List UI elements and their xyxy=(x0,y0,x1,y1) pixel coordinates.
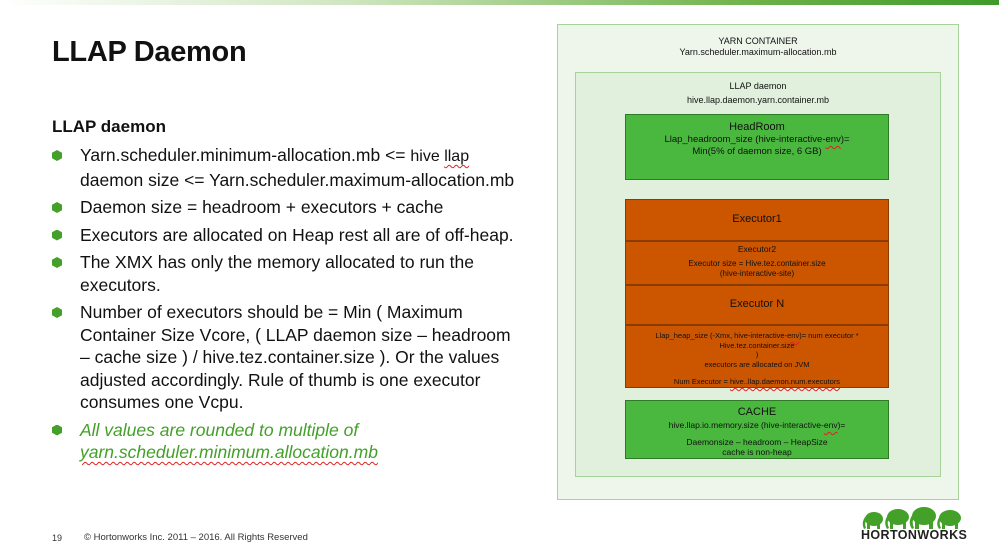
slide-title: LLAP Daemon xyxy=(52,36,247,68)
page-number: 19 xyxy=(52,533,63,543)
brand-wordmark: HORTONWORKS xyxy=(861,528,968,542)
copyright-text: © Hortonworks Inc. 2011 – 2016. All Rights Reserved xyxy=(84,532,308,543)
headroom-block: HeadRoom Llap_headroom_size (hive-interactive-env)= Min(5% of daemon size, 6 GB) xyxy=(625,114,889,180)
bullet-item: Executors are allocated on Heap rest all are of off-heap. xyxy=(52,224,522,247)
bullet-item: The XMX has only the memory allocated to run the executors. xyxy=(52,251,522,296)
executor1-block: Executor1 xyxy=(625,199,889,241)
llap-daemon-label: LLAP daemon xyxy=(729,81,787,91)
section-subtitle: LLAP daemon xyxy=(52,117,166,136)
cache-block: CACHE hive.llap.io.memory.size (hive-interactive-env)= Daemonsize – headroom – HeapSize cache is non-heap xyxy=(625,400,889,459)
yarn-container-label: YARN CONTAINER Yarn.scheduler.maximum-allocation.mb xyxy=(679,36,837,57)
bullet-item: Daemon size = headroom + executors + cache xyxy=(52,196,522,219)
bullet-item-note: All values are rounded to multiple of yarn.scheduler.minimum.allocation.mb xyxy=(52,419,522,464)
llap-daemon-size-label: hive.llap.daemon.yarn.container.mb xyxy=(686,95,830,105)
bullet-list xyxy=(52,144,522,469)
bullet-item: Yarn.scheduler.minimum-allocation.mb <= hive llap daemon size <= Yarn.scheduler.maximum-allocation.mb xyxy=(52,144,522,191)
bullet-hexagon-icon xyxy=(52,307,62,318)
executor-n-block: Executor N xyxy=(625,285,889,325)
heap-size-block: Llap_heap_size (-Xmx, hive-interactive-env)= num executor * Hive.tez.container.size ) executors are allocated on JVM Num Executor = hive..llap.daemon.num.executors xyxy=(625,325,889,388)
bullet-item: Number of executors should be = Min ( Maximum Container Size Vcore, ( LLAP daemon size – headroom – cache size ) / hive.tez.container.size ). Or the values adjusted accordingly. Rule of thumb is one executor consumes one Vcpu. xyxy=(52,301,522,414)
bullet-hexagon-icon xyxy=(52,230,62,241)
bullet-hexagon-icon xyxy=(52,202,62,213)
bullet-hexagon-icon xyxy=(52,257,62,268)
executor2-block: Executor2 Executor size = Hive.tez.container.size (hive-interactive-site) xyxy=(625,241,889,285)
bullet-hexagon-icon xyxy=(52,150,62,161)
top-accent-bar xyxy=(0,0,999,5)
bullet-hexagon-icon xyxy=(52,425,62,436)
